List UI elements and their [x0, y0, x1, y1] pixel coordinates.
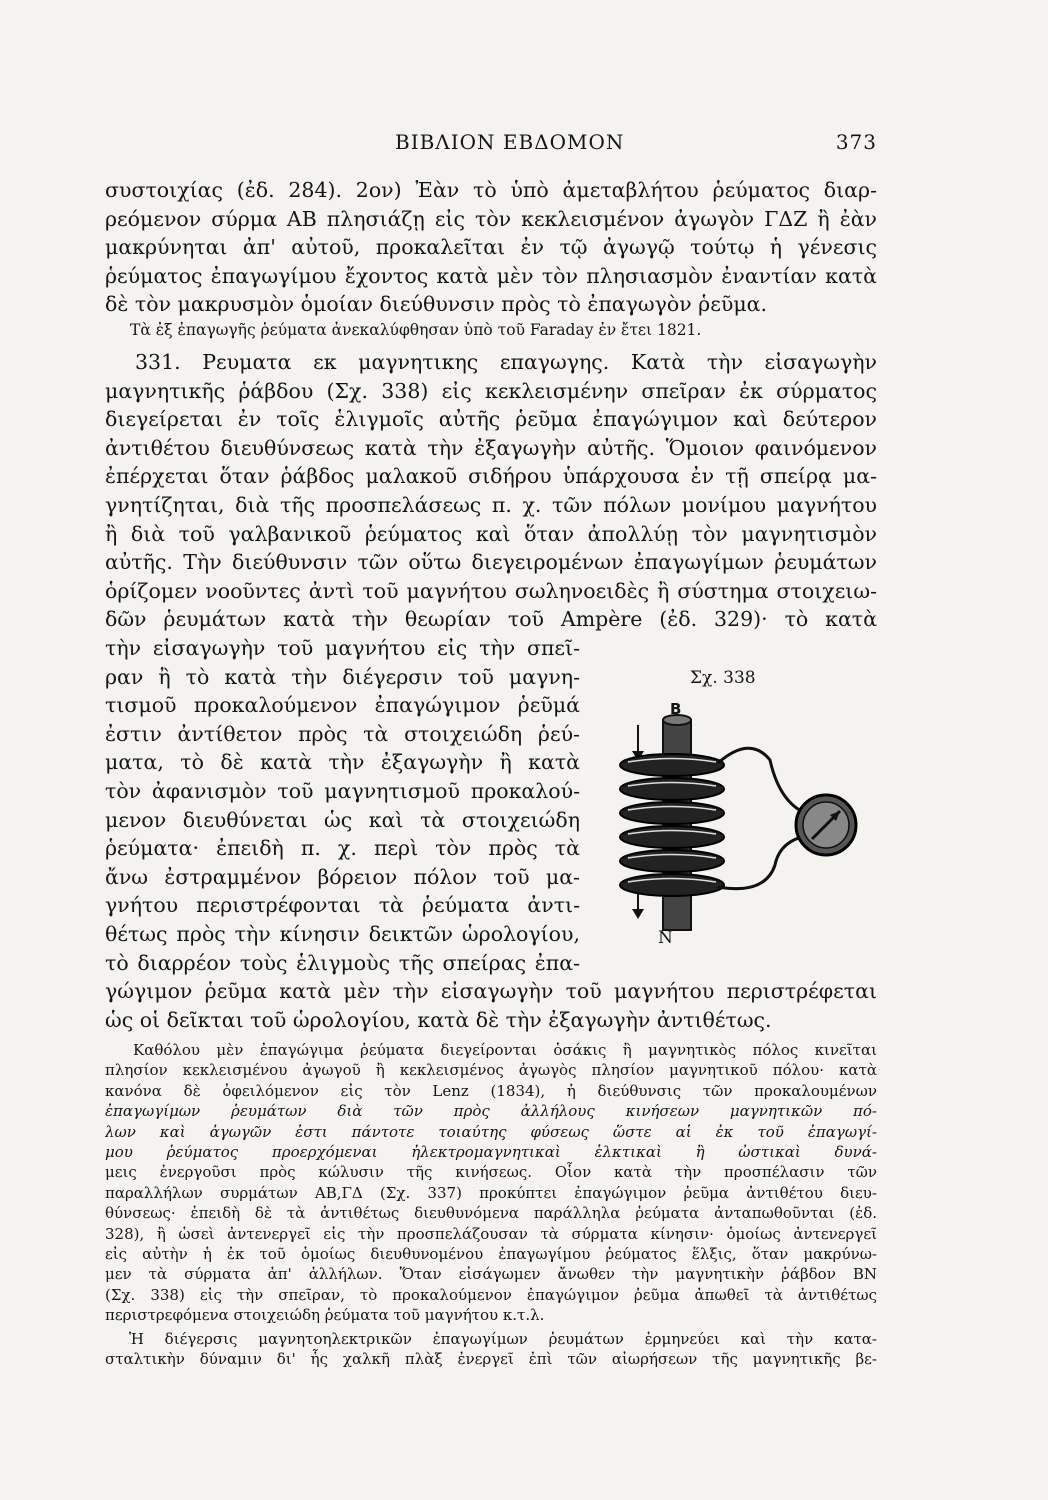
paragraph-331-end — [105, 977, 877, 1034]
text-line: ἐπέρχεται ὅταν ῥάβδος μαλακοῦ σιδήρου ὑπάρχουσα ἐν τῇ σπείρᾳ μα- — [105, 464, 877, 489]
text-line: ἀντιθέτου διευθύνσεως κατὰ τὴν ἐξαγωγὴν αὐτῆς. Ὅμοιον φαινόμενον — [105, 435, 877, 460]
connecting-wire — [718, 835, 810, 889]
text-line: συστοιχίας (ἐδ. 284). 2ον) Ἐὰν τὸ ὑπὸ ἀμεταβλήτου ῥεύματος διαρ- — [105, 178, 877, 202]
text-line: κανόνα δὲ ὀφειλόμενον εἰς τὸν Lenz (1834), ἡ διεύθυνσις τῶν προκαλουμένων — [105, 1081, 877, 1100]
text-line: ὡς οἱ δεῖκται τοῦ ὡρολογίου, κατὰ δὲ τὴν ἐξαγωγὴν ἀντιθέτως. — [105, 1007, 772, 1032]
text-line: ἐπαγωγίμων ῥευμάτων διὰ τῶν πρὸς ἀλλήλους κινήσεων μαγνητικῶν πό- — [105, 1102, 877, 1121]
text-line: λων καὶ ἀγωγῶν ἐστι πάντοτε τοιαύτης φύσεως ὥστε αἱ ἐκ τοῦ ἐπαγωγί- — [105, 1122, 877, 1141]
text-line: δῶν ῥευμάτων κατὰ τὴν θεωρίαν τοῦ Ampère (ἐδ. 329)· τὸ κατὰ — [105, 607, 877, 632]
text-line: Ἡ διέγερσις μαγνητοηλεκτρικῶν ἐπαγωγίμων ῥευμάτων ἑρμηνεύει καὶ τὴν κατα- — [129, 1330, 877, 1348]
text-line: ἐστιν ἀντίθετον πρὸς τὰ στοιχειώδη ῥεύ- — [105, 721, 580, 746]
text-line: δὲ τὸν μακρυσμὸν ὁμοίαν διεύθυνσιν πρὸς τὸ ἐπαγωγὸν ῥεῦμα. — [105, 292, 767, 317]
text-line: ῥεύματα· ἐπειδὴ π. χ. περὶ τὸν πρὸς τὰ — [105, 836, 580, 861]
text-line: ὁρίζομεν νοοῦντες ἀντὶ τοῦ μαγνήτου σωληνοειδὲς ἢ σύστημα στοιχειω- — [105, 578, 877, 603]
figure-caption: Σχ. 338 — [690, 668, 756, 688]
text-line: μεν τὰ σύρματα ἀπ' ἀλλήλων. Ὅταν εἰσάγωμεν ἄνωθεν τὴν μαγνητικὴν ῥάβδον ΒΝ — [105, 1265, 877, 1284]
text-line: ἢ διὰ τοῦ γαλβανικοῦ ῥεύματος καὶ ὅταν ἀπολλύῃ τὸν μαγνητισμὸν — [105, 521, 877, 546]
text-line: αὐτῆς. Τὴν διεύθυνσιν τῶν οὕτω διεγειρομένων ἐπαγωγίμων ῥευμάτων — [105, 550, 877, 575]
text-line: Καθόλου μὲν ἐπαγώγιμα ῥεύματα διεγείρονται ὁσάκις ἢ μαγνητικὸς πόλος κινεῖται — [133, 1041, 877, 1059]
text-line: ρεόμενον σύρμα ΑΒ πλησιάζῃ εἰς τὸν κεκλεισμένον ἀγωγὸν ΓΔΖ ἢ ἐὰν — [105, 206, 877, 231]
text-line: (Σχ. 338) εἰς τὴν σπεῖραν, τὸ προκαλούμενον ἐπαγώγιμον ῥεῦμα ἀπωθεῖ τὰ ἀντιθέτως — [105, 1285, 877, 1304]
text-line: μενον διευθύνεται ὡς καὶ τὰ στοιχειώδη — [105, 807, 580, 832]
text-line: ματα, τὸ δὲ κατὰ τὴν ἐξαγωγὴν ἢ κατὰ — [105, 750, 580, 775]
text-line: τισμοῦ προκαλούμενον ἐπαγώγιμον ῥεῦμά — [105, 693, 580, 718]
section-heading-line: 331. Ρευματα εκ μαγνητικης επαγωγης. Κατὰ τὴν εἰσαγωγὴν — [135, 350, 877, 374]
text-line: ῥεύματος ἐπαγωγίμου ἔχοντος κατὰ μὲν τὸν πλησιασμὸν ἐναντίαν κατὰ — [105, 263, 877, 288]
text-line: γώγιμον ῥεῦμα κατὰ μὲν τὴν εἰσαγωγὴν τοῦ μαγνήτου περιστρέφεται — [105, 979, 877, 1003]
text-line: διεγείρεται ἐν τοῖς ἑλιγμοῖς αὐτῆς ῥεῦμα ἐπαγώγιμον καὶ δεύτερον — [105, 407, 877, 432]
paragraph-331 — [105, 348, 877, 634]
coil-magnet-figure — [600, 665, 880, 955]
magnet-rod — [663, 720, 691, 930]
page-number: 373 — [835, 130, 877, 154]
figure-label-b: B — [670, 700, 682, 718]
text-line: τὸν ἀφανισμὸν τοῦ μαγνητισμοῦ προκαλού- — [105, 778, 580, 803]
text-line: θύνσεως· ἐπειδὴ δὲ τὰ ἀντιθέτως διευθυνόμενα παράλληλα ῥεύματα ἀνταπωθοῦνται (ἐδ. — [105, 1204, 877, 1223]
text-line: παραλλήλων συρμάτων ΑΒ,ΓΔ (Σχ. 337) προκύπτει ἐπαγώγιμον ῥεῦμα ἀντιθέτου διευ- — [105, 1183, 877, 1202]
text-line: μεις ἐνεργοῦσι πρὸς κώλυσιν τῆς κινήσεως. Οἷον κατὰ τὴν προσπέλασιν τῶν — [105, 1163, 877, 1182]
paragraph-331-narrow — [105, 634, 580, 977]
running-title: ΒΙΒΛΙΟΝ ΕΒΔΟΜΟΝ — [395, 130, 625, 154]
text-line: γνητίζηται, διὰ τῆς προσπελάσεως π. χ. τῶν πόλων μονίμου μαγνήτου — [105, 492, 877, 517]
text-line: εἰς αὐτὴν ἡ ἐκ τοῦ ὁμοίως διευθυνομένου ἐπαγωγίμου ῥεύματος ἕλξις, ὅταν μακρύνω- — [105, 1244, 877, 1263]
text-line: τὴν εἰσαγωγὴν τοῦ μαγνήτου εἰς τὴν σπεῖ- — [105, 636, 580, 660]
text-line: μου ῥεύματος προερχόμεναι ἠλεκτρομαγνητικαὶ ἑλκτικαὶ ἢ ὠστικαὶ δυνά- — [105, 1142, 877, 1161]
figure-label-n: N — [658, 928, 673, 948]
text-line: θέτως πρὸς τὴν κίνησιν δεικτῶν ὡρολογίου, — [105, 921, 580, 946]
coil-windings — [620, 754, 724, 896]
text-line: 328), ἢ ὡσεὶ ἀντενεργεῖ εἰς τὴν προσπελάζουσαν τὰ σύρματα κίνησιν· ὁμοίως ἀντενεργεῖ — [105, 1224, 877, 1243]
paragraph-1 — [105, 176, 877, 319]
text-line: μαγνητικῆς ῥάβδου (Σχ. 338) εἰς κεκλεισμένην σπεῖραν ἐκ σύρματος — [105, 378, 877, 403]
galvanometer-icon — [796, 795, 856, 855]
text-line: ἄνω ἐστραμμένον βόρειον πόλον τοῦ μα- — [105, 864, 580, 889]
text-line: πλησίον κεκλεισμένου ἀγωγοῦ ἢ κεκλεισμένος ἀγωγὸς πλησίον μαγνητικοῦ πόλου· κατὰ — [105, 1061, 877, 1080]
page-header — [105, 126, 877, 160]
connecting-wire — [718, 748, 810, 815]
footnote-lenz — [105, 1040, 877, 1325]
text-line: Τὰ ἐξ ἐπαγωγῆς ῥεύματα ἀνεκαλύφθησαν ὑπὸ τοῦ Faraday ἐν ἔτει 1821. — [130, 321, 702, 339]
text-line: ραν ἢ τὸ κατὰ τὴν διέγερσιν τοῦ μαγνη- — [105, 664, 580, 689]
text-line: σταλτικὴν δύναμιν δι' ἧς χαλκῆ πλὰξ ἐνεργεῖ ἐπὶ τῶν αἰωρήσεων τῆς μαγνητικῆς βε- — [105, 1350, 877, 1369]
text-line: μακρύνηται ἀπ' αὐτοῦ, προκαλεῖται ἐν τῷ ἀγωγῷ τούτῳ ἡ γένεσις — [105, 235, 877, 260]
text-line: περιστρεφόμενα στοιχειώδη ῥεύματα τοῦ μαγνήτου κ.τ.λ. — [105, 1306, 545, 1325]
text-line: γνήτου περιστρέφονται τὰ ῥεύματα ἀντι- — [105, 893, 580, 918]
text-line: τὸ διαρρέον τοὺς ἑλιγμοὺς τῆς σπείρας ἐπα- — [105, 950, 580, 975]
footnote-faraday — [130, 320, 870, 340]
footnote-damping — [105, 1329, 877, 1370]
